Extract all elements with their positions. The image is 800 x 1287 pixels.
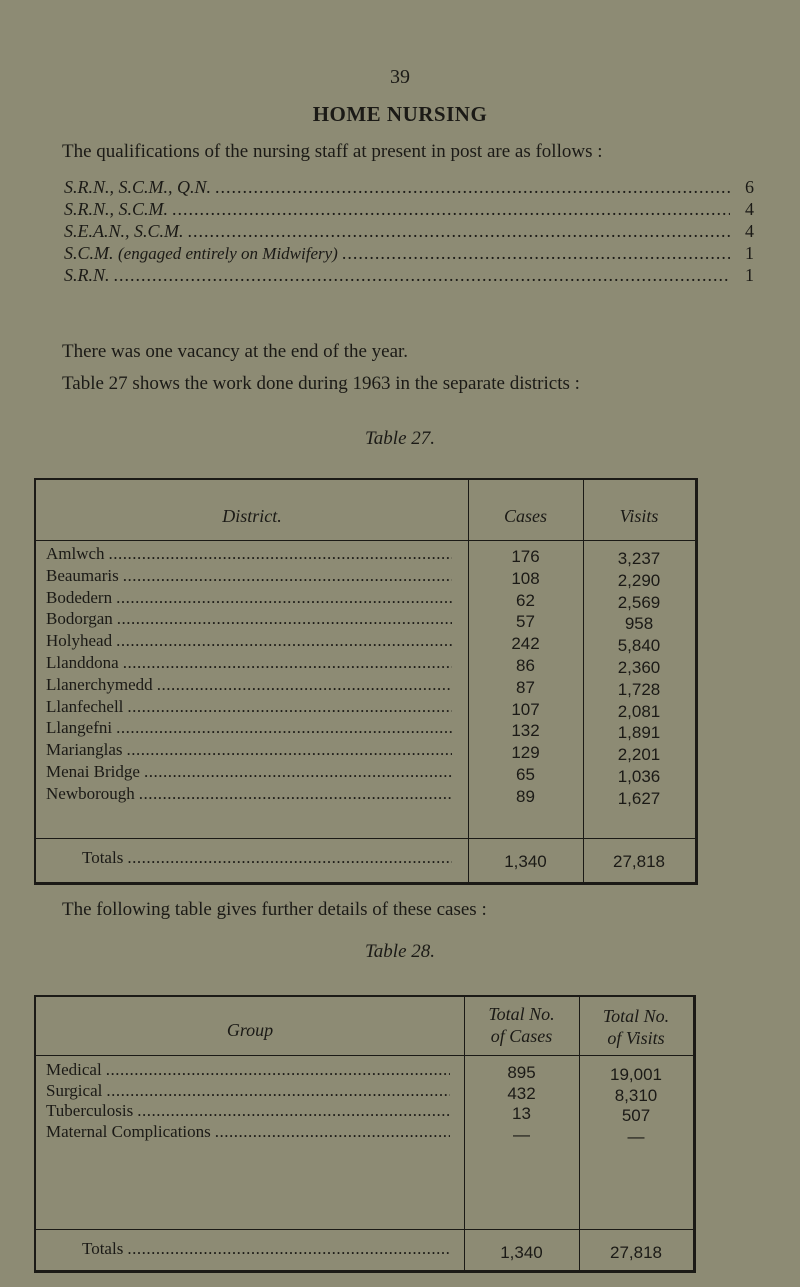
row-cases: 86 <box>516 656 535 675</box>
qualification-count: 4 <box>745 221 754 241</box>
table-row-label <box>46 588 456 608</box>
intro-text: The qualifications of the nursing staff at present in post are as follows : <box>62 141 603 162</box>
qualification-count: 4 <box>745 199 754 219</box>
totals-label: Totals <box>82 848 124 867</box>
qualification-row <box>64 199 754 221</box>
row-label-text: Llangefni <box>46 718 113 738</box>
table-row-label <box>46 631 456 651</box>
row-cases: — <box>513 1124 530 1144</box>
row-visits: 1,036 <box>617 767 661 786</box>
row-cases: 242 <box>511 634 540 654</box>
qualification-count: 1 <box>745 265 754 285</box>
table-row-label <box>46 697 456 717</box>
qualifications-list <box>64 177 754 287</box>
row-cases: 132 <box>511 721 540 741</box>
table-row-label <box>46 1060 454 1080</box>
header-district: District. <box>222 506 282 526</box>
row-label-text: Maternal Complications <box>46 1121 211 1141</box>
table28-caption: Table 28. <box>364 941 436 962</box>
table-row-label <box>46 566 456 586</box>
totals-visits: 27,818 <box>613 852 665 871</box>
qualification-label: S.E.A.N., S.C.M. <box>64 221 184 241</box>
row-visits: 2,201 <box>617 745 661 765</box>
row-visits: 3,237 <box>617 549 661 568</box>
row-cases: 108 <box>511 568 540 588</box>
qualification-row <box>64 177 754 199</box>
totals-cases: 1,340 <box>504 852 547 871</box>
row-label-text: Bodedern <box>46 587 113 607</box>
row-visits: 1,627 <box>617 788 661 808</box>
row-label-text: Amlwch <box>46 544 105 563</box>
header-group: Group <box>226 1020 274 1040</box>
row-label-text: Bodorgan <box>46 609 113 629</box>
vacancy-paragraph <box>30 338 775 366</box>
row-cases: 176 <box>511 547 540 566</box>
qualification-label: S.R.N., S.C.M., Q.N. <box>64 177 212 197</box>
table-row-label <box>46 762 456 782</box>
row-cases: 13 <box>512 1104 531 1123</box>
table27-intro-paragraph <box>30 370 775 398</box>
row-visits: 19,001 <box>610 1065 662 1084</box>
row-visits: 1,891 <box>617 723 661 743</box>
row-label-text: Menai Bridge <box>46 762 140 781</box>
row-cases: 89 <box>516 786 535 806</box>
header-cases: Cases <box>503 506 547 526</box>
row-cases: 107 <box>511 699 540 719</box>
table-row-label <box>46 740 456 760</box>
qualification-count: 1 <box>745 243 754 263</box>
table27-intro-text: Table 27 shows the work done during 1963 in the separate districts : <box>62 373 580 394</box>
totals-cases: 1,340 <box>500 1243 543 1262</box>
row-visits: 2,569 <box>617 592 661 612</box>
table28-intro-paragraph <box>30 896 775 924</box>
table27-caption: Table 27. <box>364 428 436 449</box>
qualification-row <box>64 265 754 287</box>
header-visits: Total No. of Visits <box>602 1006 670 1048</box>
page-number: 39 <box>390 66 410 88</box>
qualification-note: (engaged entirely on Midwifery) <box>118 244 338 263</box>
totals-label: Totals <box>82 1239 124 1258</box>
table-row-label <box>46 1122 454 1142</box>
qualification-label: S.R.N. <box>64 265 110 285</box>
page-heading: HOME NURSING <box>312 102 488 126</box>
table-row-label <box>46 1081 454 1101</box>
row-label-text: Medical <box>46 1060 102 1079</box>
row-label-text: Llanddona <box>46 653 119 672</box>
table-row-label <box>46 718 456 738</box>
table28 <box>34 995 696 1273</box>
row-visits: 8,310 <box>614 1085 658 1105</box>
totals-label-row <box>46 848 456 868</box>
row-visits: 2,290 <box>617 570 661 590</box>
row-label-text: Surgical <box>46 1080 103 1100</box>
row-visits: — <box>627 1126 645 1146</box>
row-cases: 57 <box>516 612 535 632</box>
qualification-label: S.C.M. <box>64 243 114 263</box>
row-visits: 507 <box>621 1106 651 1125</box>
qualification-row <box>64 221 754 243</box>
row-label-text: Holyhead <box>46 631 113 651</box>
row-label-text: Marianglas <box>46 740 123 760</box>
row-visits: 2,081 <box>617 701 661 721</box>
row-cases: 87 <box>516 677 535 697</box>
row-label-text: Newborough <box>46 783 135 803</box>
table28-intro-text: The following table gives further details of these cases : <box>62 899 487 920</box>
table-row-label <box>46 784 456 804</box>
vacancy-text: There was one vacancy at the end of the year. <box>62 341 409 362</box>
row-visits: 1,728 <box>617 679 661 699</box>
qualification-count: 6 <box>745 177 754 197</box>
table-row-label <box>46 1101 454 1121</box>
table27 <box>34 478 698 885</box>
totals-visits: 27,818 <box>610 1243 662 1262</box>
row-label-text: Tuberculosis <box>46 1101 134 1120</box>
row-cases: 65 <box>516 765 535 784</box>
qualification-row <box>64 243 754 265</box>
table-row-label <box>46 675 456 695</box>
row-cases: 895 <box>507 1063 536 1082</box>
row-visits: 958 <box>624 614 654 634</box>
table-row-label <box>46 609 456 629</box>
row-cases: 432 <box>507 1083 536 1103</box>
row-label-text: Beaumaris <box>46 565 119 585</box>
qualification-label: S.R.N., S.C.M. <box>64 199 169 219</box>
table-row-label <box>46 653 456 673</box>
row-label-text: Llanfechell <box>46 696 124 716</box>
row-visits: 2,360 <box>617 658 661 677</box>
totals-label-row <box>46 1239 454 1259</box>
header-cases: Total No. of Cases <box>488 1004 555 1046</box>
header-visits: Visits <box>619 506 659 526</box>
row-label-text: Llanerchymedd <box>46 674 153 694</box>
row-cases: 62 <box>516 590 535 610</box>
table-row-label <box>46 544 456 564</box>
intro-paragraph <box>30 138 775 166</box>
row-cases: 129 <box>511 743 540 763</box>
row-visits: 5,840 <box>617 636 661 656</box>
